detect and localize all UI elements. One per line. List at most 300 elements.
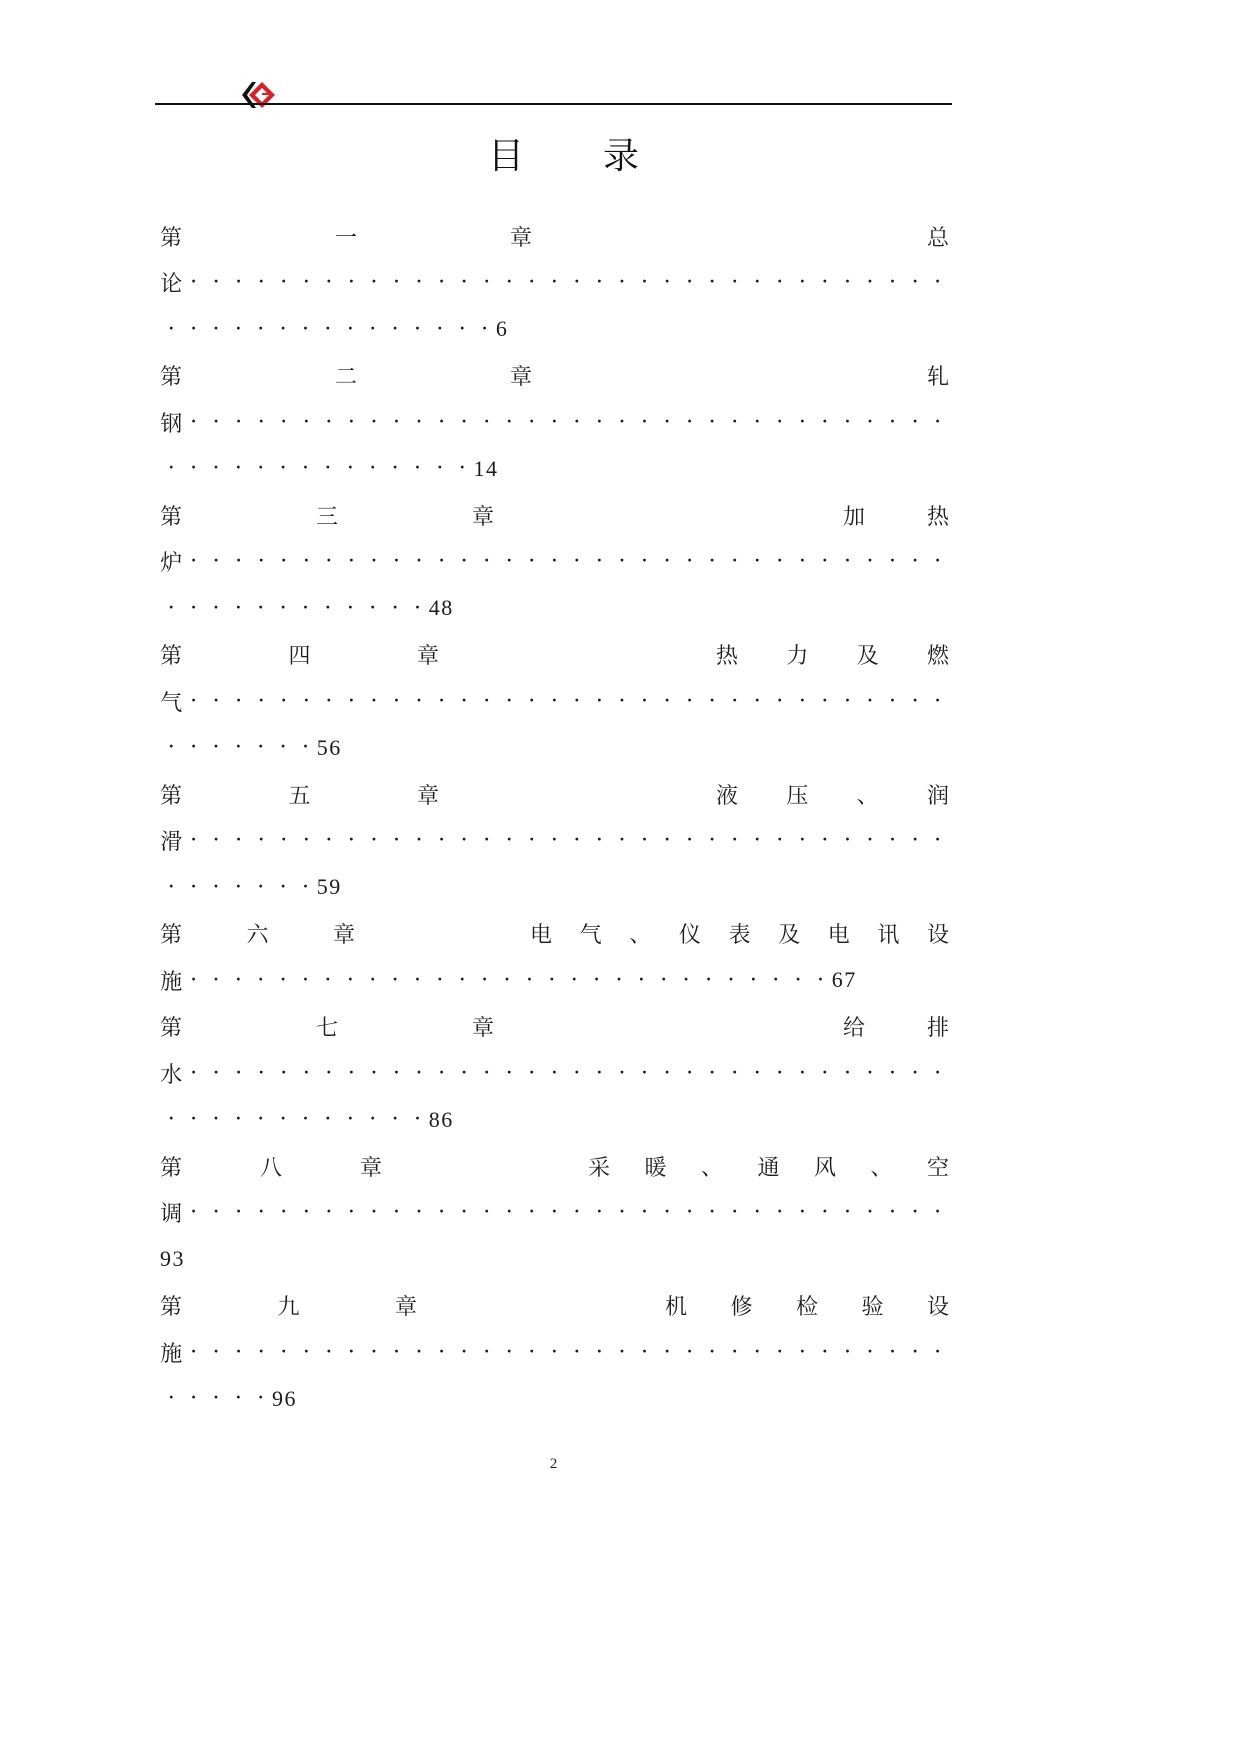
glyph: · (212, 1339, 220, 1365)
glyph: · (346, 316, 354, 342)
glyph: 第 (160, 1155, 183, 1181)
glyph: · (460, 688, 468, 714)
glyph: · (528, 1200, 536, 1226)
glyph: 调 (160, 1202, 183, 1228)
toc-entry (160, 352, 949, 492)
glyph: · (753, 409, 761, 435)
glyph: · (413, 316, 421, 342)
glyph: · (505, 1060, 513, 1086)
glyph: 三 (316, 504, 339, 530)
glyph: · (302, 270, 310, 296)
glyph: · (370, 270, 378, 296)
glyph: · (593, 967, 601, 993)
glyph: · (573, 409, 581, 435)
leader-dots-continued (160, 456, 473, 481)
glyph: · (528, 549, 536, 575)
page-number: 56 (316, 734, 342, 760)
toc-leader-line (160, 1190, 949, 1237)
toc-entry (160, 771, 949, 911)
glyph: · (346, 456, 354, 482)
glyph: 及 (856, 644, 879, 670)
toc-heading-line (160, 1283, 949, 1330)
glyph: · (212, 1200, 220, 1226)
glyph: · (550, 1339, 558, 1365)
glyph: · (190, 1060, 198, 1086)
footer-page-number: 2 (549, 1456, 558, 1472)
glyph: · (302, 549, 310, 575)
glyph: · (324, 316, 332, 342)
glyph: · (190, 1339, 198, 1365)
glyph: · (776, 1200, 784, 1226)
glyph: · (190, 456, 198, 482)
glyph: 四 (288, 644, 311, 670)
glyph: 章 (417, 783, 440, 809)
chapter-label (160, 639, 439, 670)
toc-heading-line (160, 631, 949, 678)
glyph: 钢 (160, 411, 183, 437)
glyph: · (257, 967, 265, 993)
glyph: · (460, 1339, 468, 1365)
glyph: · (369, 316, 377, 342)
glyph: · (257, 828, 265, 854)
glyph: 暖 (644, 1155, 667, 1181)
glyph: 第 (160, 783, 183, 809)
glyph: · (911, 549, 919, 575)
glyph: · (705, 967, 713, 993)
glyph: · (550, 1060, 558, 1086)
glyph: · (663, 1060, 671, 1086)
glyph: · (212, 409, 220, 435)
leader-dots (182, 828, 949, 853)
glyph: · (618, 549, 626, 575)
glyph: · (934, 688, 942, 714)
glyph: · (753, 1200, 761, 1226)
toc-heading-line (160, 771, 949, 818)
page-number: 86 (428, 1106, 454, 1132)
glyph: · (682, 967, 690, 993)
glyph: 章 (333, 923, 356, 949)
glyph: 给 (843, 1016, 866, 1042)
glyph: · (505, 688, 513, 714)
glyph: · (934, 270, 942, 296)
glyph: 五 (288, 783, 311, 809)
toc-entry (160, 631, 949, 771)
glyph: · (618, 1200, 626, 1226)
glyph: · (302, 874, 310, 900)
glyph: 章 (395, 1295, 418, 1321)
glyph: · (415, 688, 423, 714)
glyph: · (167, 1107, 175, 1133)
glyph: · (370, 1339, 378, 1365)
glyph: · (550, 828, 558, 854)
glyph: · (302, 967, 310, 993)
glyph: · (753, 270, 761, 296)
glyph: · (843, 409, 851, 435)
glyph: · (415, 270, 423, 296)
chapter-title-head (665, 1290, 949, 1321)
glyph: · (821, 409, 829, 435)
glyph: · (618, 1339, 626, 1365)
glyph: · (618, 270, 626, 296)
glyph: 燃 (926, 644, 949, 670)
glyph: · (776, 270, 784, 296)
glyph: · (660, 967, 668, 993)
glyph: 排 (927, 1016, 950, 1042)
glyph: 、 (870, 1155, 893, 1181)
glyph: · (234, 316, 242, 342)
glyph: · (280, 549, 288, 575)
glyph: · (798, 1200, 806, 1226)
glyph: 第 (160, 365, 183, 391)
glyph: · (190, 735, 198, 761)
glyph: · (347, 549, 355, 575)
toc-leader-line (160, 259, 949, 306)
glyph: · (436, 316, 444, 342)
toc-leader-line (160, 957, 949, 1004)
glyph: · (595, 409, 603, 435)
glyph: · (731, 828, 739, 854)
glyph: 施 (160, 969, 183, 995)
glyph: · (369, 1107, 377, 1133)
toc-page-line (160, 1236, 949, 1283)
glyph: · (325, 828, 333, 854)
glyph: · (641, 409, 649, 435)
glyph: · (393, 1339, 400, 1365)
glyph: · (794, 967, 802, 993)
toc-leader-line (160, 399, 949, 446)
glyph: · (708, 1339, 716, 1365)
glyph: · (641, 1060, 649, 1086)
glyph: · (708, 1060, 716, 1086)
glyph: · (190, 688, 198, 714)
glyph: · (934, 1060, 942, 1086)
glyph: · (413, 967, 421, 993)
toc-leader-line (160, 817, 949, 864)
glyph: · (573, 1200, 581, 1226)
glyph: · (257, 456, 265, 482)
glyph: · (483, 270, 491, 296)
glyph: · (190, 316, 198, 342)
glyph: · (415, 828, 423, 854)
glyph: · (641, 1200, 649, 1226)
glyph: · (663, 1200, 671, 1226)
glyph: · (347, 828, 355, 854)
glyph: 八 (260, 1155, 283, 1181)
leader-dots-continued (160, 1386, 272, 1411)
toc-leader-line (160, 1050, 949, 1097)
chapter-label (160, 779, 439, 810)
glyph: · (325, 1060, 333, 1086)
glyph: · (641, 549, 649, 575)
glyph: · (391, 456, 399, 482)
glyph: · (776, 688, 784, 714)
toc-page-line (160, 445, 949, 492)
chapter-title-tail (160, 1058, 182, 1089)
toc-heading-line (160, 352, 949, 399)
glyph: · (663, 1339, 671, 1365)
glyph: · (234, 456, 242, 482)
chapter-label (160, 918, 355, 949)
glyph: · (257, 874, 265, 900)
glyph: · (595, 549, 603, 575)
glyph: 、 (856, 783, 879, 809)
page-number: 59 (316, 874, 342, 900)
glyph: · (889, 828, 897, 854)
glyph: · (279, 735, 287, 761)
toc-page-line (160, 585, 949, 632)
glyph: 论 (160, 272, 183, 298)
glyph: · (866, 549, 874, 575)
glyph: · (391, 595, 399, 621)
glyph: · (212, 874, 220, 900)
glyph: · (911, 688, 919, 714)
glyph: · (391, 1107, 399, 1133)
glyph: · (302, 1200, 310, 1226)
glyph: · (866, 270, 874, 296)
glyph: · (393, 1060, 400, 1086)
glyph: · (370, 549, 378, 575)
glyph: · (753, 1339, 761, 1365)
glyph: 六 (246, 923, 269, 949)
glyph: · (731, 1060, 739, 1086)
page-number: 93 (160, 1246, 185, 1272)
glyph: · (415, 1200, 423, 1226)
glyph: · (798, 1060, 806, 1086)
glyph: · (505, 549, 513, 575)
glyph: · (618, 1060, 626, 1086)
glyph: · (324, 1107, 332, 1133)
glyph: · (866, 1200, 874, 1226)
glyph: · (618, 409, 626, 435)
glyph: · (391, 316, 399, 342)
glyph: 采 (588, 1155, 611, 1181)
glyph: · (346, 595, 354, 621)
glyph: · (483, 1060, 491, 1086)
glyph: · (302, 828, 310, 854)
glyph: · (458, 967, 466, 993)
glyph: · (889, 409, 897, 435)
glyph: · (483, 828, 491, 854)
glyph: · (347, 688, 355, 714)
chapter-label (160, 500, 494, 531)
page-number: 67 (831, 967, 857, 993)
toc-entry (160, 910, 949, 1003)
glyph: · (369, 967, 377, 993)
glyph: · (234, 1386, 242, 1412)
glyph: · (391, 967, 399, 993)
glyph: · (731, 1200, 739, 1226)
glyph: · (438, 1060, 446, 1086)
glyph: · (753, 688, 761, 714)
glyph: · (324, 967, 332, 993)
glyph: · (257, 270, 265, 296)
toc-page-line (160, 1376, 949, 1423)
glyph: · (279, 456, 287, 482)
page-number: 6 (495, 316, 509, 342)
glyph: · (776, 549, 784, 575)
glyph: · (302, 1339, 310, 1365)
glyph: · (257, 409, 265, 435)
glyph: · (708, 549, 716, 575)
chapter-title-head (843, 1011, 949, 1042)
chapter-title-tail (160, 1337, 182, 1368)
glyph: · (280, 688, 288, 714)
glyph: · (235, 688, 243, 714)
glyph: · (257, 595, 265, 621)
glyph: 录 (603, 135, 640, 177)
glyph: · (302, 1060, 310, 1086)
toc-page-line (160, 864, 949, 911)
glyph: 第 (160, 1295, 183, 1321)
glyph: · (483, 549, 491, 575)
glyph: · (370, 409, 378, 435)
glyph: · (528, 1339, 536, 1365)
glyph: 及 (778, 923, 801, 949)
glyph: · (438, 409, 446, 435)
glyph: · (370, 1060, 378, 1086)
glyph: · (686, 1060, 694, 1086)
leader-dots (182, 549, 949, 574)
glyph: 表 (728, 923, 751, 949)
chapter-title-tail (160, 407, 182, 438)
glyph: · (573, 1339, 581, 1365)
glyph: · (280, 1339, 288, 1365)
glyph: · (866, 409, 874, 435)
glyph: · (550, 270, 558, 296)
glyph: 水 (160, 1062, 183, 1088)
glyph: 目 (488, 135, 525, 177)
glyph: · (190, 967, 198, 993)
glyph: · (889, 1339, 897, 1365)
glyph: · (550, 409, 558, 435)
leader-dots-continued (160, 317, 496, 342)
glyph: · (618, 688, 626, 714)
glyph: · (347, 270, 355, 296)
glyph: 章 (360, 1155, 383, 1181)
glyph: · (686, 828, 694, 854)
glyph: · (415, 1060, 423, 1086)
glyph: · (505, 828, 513, 854)
glyph: 加 (843, 504, 866, 530)
glyph: · (436, 456, 444, 482)
glyph: · (731, 688, 739, 714)
glyph: · (708, 270, 716, 296)
glyph: · (393, 828, 400, 854)
glyph: 第 (160, 225, 183, 251)
toc-leader-line (160, 678, 949, 725)
glyph: · (889, 1060, 897, 1086)
glyph: · (772, 967, 780, 993)
glyph: · (911, 1339, 919, 1365)
glyph: · (483, 1339, 491, 1365)
header-rule (155, 103, 952, 105)
glyph: 电 (827, 923, 850, 949)
glyph: · (347, 1339, 355, 1365)
glyph: · (911, 1200, 919, 1226)
glyph: · (889, 688, 897, 714)
glyph: · (686, 270, 694, 296)
glyph: · (483, 1200, 491, 1226)
glyph: · (573, 270, 581, 296)
glyph: 设 (927, 923, 950, 949)
glyph: · (369, 456, 377, 482)
glyph: · (798, 409, 806, 435)
toc-heading-line (160, 492, 949, 539)
glyph: · (324, 595, 332, 621)
toc-entry (160, 1283, 949, 1423)
page-title (488, 132, 640, 177)
glyph: · (528, 1060, 536, 1086)
glyph: · (325, 1200, 333, 1226)
glyph: · (415, 1339, 423, 1365)
glyph: · (866, 688, 874, 714)
toc-entry (160, 492, 949, 632)
glyph: · (821, 549, 829, 575)
glyph: · (573, 828, 581, 854)
glyph: 力 (786, 644, 809, 670)
glyph: · (686, 409, 694, 435)
toc-heading-line (160, 1143, 949, 1190)
chapter-label (160, 360, 532, 391)
glyph: · (235, 270, 243, 296)
glyph: · (798, 270, 806, 296)
glyph: · (460, 409, 468, 435)
glyph: 仪 (678, 923, 701, 949)
glyph: · (235, 1060, 243, 1086)
glyph: · (438, 1339, 446, 1365)
chapter-title-head (843, 500, 949, 531)
glyph: · (234, 874, 242, 900)
glyph: 电 (530, 923, 553, 949)
leader-dots-continued (160, 735, 317, 760)
glyph: · (279, 967, 287, 993)
glyph: · (615, 967, 623, 993)
glyph: · (235, 549, 243, 575)
glyph: · (889, 270, 897, 296)
glyph: · (934, 549, 942, 575)
toc-entry (160, 1004, 949, 1144)
glyph: · (817, 967, 825, 993)
glyph: · (413, 456, 421, 482)
page-number: 96 (271, 1385, 297, 1411)
glyph: · (843, 1200, 851, 1226)
glyph: · (843, 549, 851, 575)
glyph: · (370, 828, 378, 854)
glyph: · (415, 409, 423, 435)
glyph: 七 (316, 1016, 339, 1042)
glyph: · (573, 549, 581, 575)
glyph: · (505, 1200, 513, 1226)
glyph: · (302, 735, 310, 761)
glyph: · (190, 409, 198, 435)
glyph: 章 (417, 644, 440, 670)
glyph: · (324, 456, 332, 482)
glyph: · (776, 409, 784, 435)
glyph: · (641, 1339, 649, 1365)
glyph: · (167, 874, 175, 900)
chapter-title-tail (160, 965, 182, 996)
glyph: · (528, 688, 536, 714)
glyph: · (727, 967, 735, 993)
glyph: · (528, 828, 536, 854)
glyph: · (776, 828, 784, 854)
leader-dots (182, 270, 949, 295)
glyph: 、 (701, 1155, 724, 1181)
glyph: · (663, 688, 671, 714)
glyph: · (708, 688, 716, 714)
glyph: · (212, 1386, 220, 1412)
leader-dots-continued (160, 596, 429, 621)
